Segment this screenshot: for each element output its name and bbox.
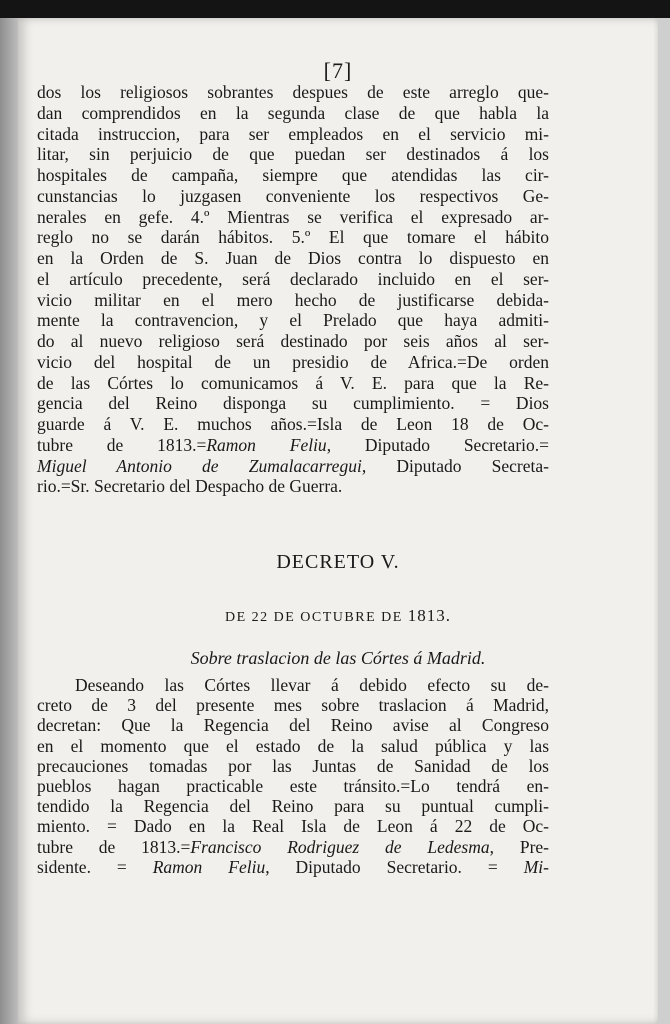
text-line-signature	[37, 435, 549, 456]
text-line: miento. = Dado en la Real Isla de Leon á 22 de Oc-	[37, 816, 549, 837]
text-line: Deseando las Córtes llevar á debido efecto su de-	[75, 675, 549, 695]
decree-body	[37, 675, 549, 877]
decree-date-prefix: DE 22 DE OCTUBRE DE	[224, 610, 403, 625]
signatory-name: Miguel Antonio de Zumalacarregui	[37, 455, 362, 476]
text-line: tendido la Regencia del Reino para su puntual cumpli-	[37, 796, 549, 817]
text-line: vicio del hospital de un presidio de Africa.=De orden	[37, 351, 549, 372]
text-line: citada instruccion, para ser empleados en el servicio mi-	[37, 123, 549, 144]
page-number: [7]	[323, 58, 353, 83]
scan-top-border	[0, 0, 670, 18]
text-segment: tubre de 1813.=	[37, 434, 207, 455]
text-line: de las Córtes lo comunicamos á V. E. para que la Re-	[37, 372, 549, 393]
decree-date-year: 1813.	[407, 606, 452, 625]
text-line: cunstancias lo juzgasen conveniente los respectivos Ge-	[37, 185, 549, 206]
signatory-name: Ramon Feliu	[206, 434, 327, 455]
text-line: dos los religiosos sobrantes despues de este arreglo que-	[37, 82, 549, 102]
text-segment: , Diputado Secreta-	[361, 455, 549, 476]
text-segment: sidente. =	[37, 856, 153, 877]
text-line: reglo no se darán hábitos. 5.º El que tomare el hábito	[37, 227, 549, 248]
paragraph-continuation	[37, 82, 549, 497]
text-line: en la Orden de S. Juan de Dios contra lo dispuesto en	[37, 248, 549, 268]
text-line-signature	[37, 857, 549, 877]
text-line: creto de 3 del presente mes sobre traslacion á Madrid,	[37, 695, 549, 716]
text-line-signature	[37, 456, 549, 477]
text-line: hospitales de campaña, siempre que atendidas las cir-	[37, 165, 549, 185]
text-line: en el momento que el estado de la salud pública y las	[37, 735, 549, 756]
text-line: gencia del Reino disponga su cumplimiento. = Dios	[37, 393, 549, 414]
text-segment: , Pre-	[489, 836, 549, 857]
text-line: do al nuevo religioso será destinado por seis años al ser-	[37, 331, 549, 351]
text-line: nerales en gefe. 4.º Mientras se verifica el expresado ar-	[37, 206, 549, 227]
text-line: pueblos hagan practicable este tránsito.=Lo tendrá en-	[37, 776, 549, 797]
text-segment: tubre de 1813.=	[37, 836, 191, 857]
text-segment: , Diputado Secretario. =	[265, 856, 524, 877]
signatory-name: Ramon Feliu	[152, 856, 266, 877]
text-line: rio.=Sr. Secretario del Despacho de Guerra.	[37, 476, 343, 497]
text-line: el artículo precedente, será declarado incluido en el ser-	[37, 268, 549, 289]
text-line-signature	[37, 837, 549, 857]
decree-subject: Sobre traslacion de las Córtes á Madrid.	[190, 648, 486, 668]
text-line: litar, sin perjuicio de que puedan ser destinados á los	[37, 144, 549, 165]
text-line: dan comprendidos en la segunda clase de que habla la	[37, 102, 549, 123]
text-line: decretan: Que la Regencia del Reino avise al Congreso	[37, 715, 549, 736]
text-line: mente la contravencion, y el Prelado que haya admiti-	[37, 310, 549, 331]
text-segment: , Diputado Secretario.=	[326, 434, 549, 455]
text-line: precauciones tomadas por las Juntas de Sanidad de los	[37, 755, 549, 776]
decree-title: DECRETO V.	[276, 551, 400, 573]
signatory-name: Mi-	[523, 856, 549, 877]
signatory-name: Francisco Rodriguez de Ledesma	[190, 836, 490, 857]
text-line: vicio militar en el mero hecho de justificarse debida-	[37, 289, 549, 310]
text-line: guarde á V. E. muchos años.=Isla de Leon 18 de Oc-	[37, 414, 549, 434]
book-binding-edge	[0, 18, 18, 1024]
book-page	[18, 18, 658, 1024]
decree-date	[18, 606, 658, 626]
